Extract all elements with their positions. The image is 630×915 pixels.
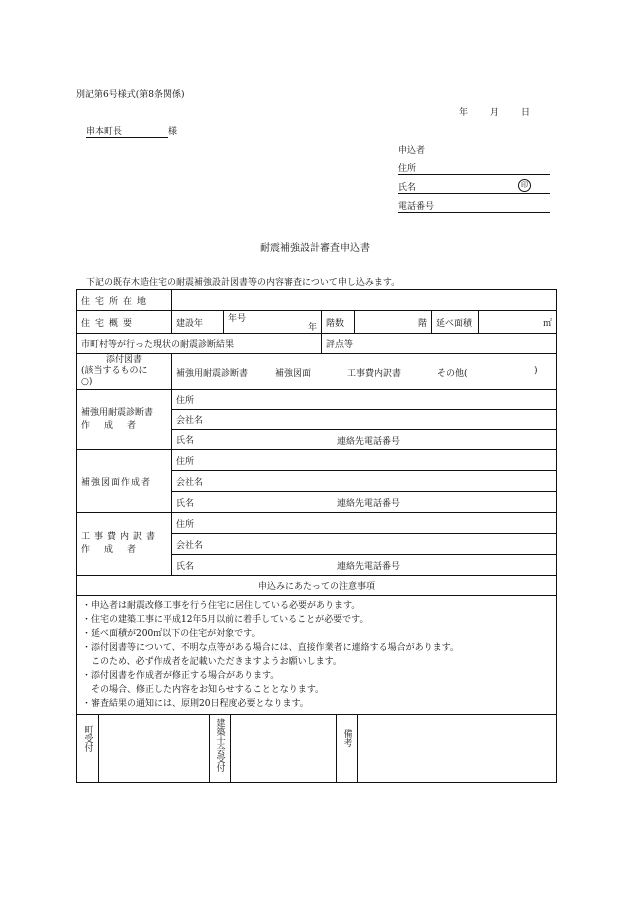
diagnosis-label: 市町村等が行った現状の耐震診断結果 (77, 334, 322, 354)
section1-name[interactable] (172, 430, 557, 450)
note-item: その場合、修正した内容をお知らせすることとなります。 (82, 685, 325, 695)
notes-list (77, 596, 557, 715)
note-item: このため、必ず作成者を記載いただきますようお願いします。 (82, 657, 342, 667)
remarks-text: 備考 (341, 729, 352, 747)
section2-address[interactable] (172, 450, 557, 471)
year-unit: 年 (307, 323, 317, 333)
section3-company[interactable] (172, 534, 557, 555)
section1-label (77, 390, 172, 450)
addressee (86, 124, 177, 138)
section1-phone-label: 連絡先電話番号 (337, 437, 401, 447)
score-label: 評点等 (326, 340, 354, 350)
section1-company-label: 会社名 (176, 416, 204, 426)
architect-receipt-label (209, 715, 231, 783)
note-item: ・申込者は耐震改修工事を行う住宅に居住している必要があります。 (82, 601, 361, 611)
score-input[interactable] (322, 334, 557, 354)
area-input[interactable] (479, 311, 557, 334)
section2-company[interactable] (172, 471, 557, 492)
note-item: ・延べ面積が200㎡以下の住宅が対象です。 (82, 629, 261, 639)
addressee-suffix: 様 (168, 127, 178, 137)
area-label: 延べ面積 (432, 311, 479, 334)
section3-company-label: 会社名 (176, 540, 204, 551)
floors-input[interactable] (355, 311, 432, 334)
notes-title: 申込みにあたっての注意事項 (77, 576, 557, 596)
town-receipt-text: 町受付 (82, 725, 93, 752)
attach-option-other[interactable]: その他( (437, 369, 468, 379)
town-receipt-label (77, 715, 99, 783)
attach-option-cost[interactable]: 工事費内訳書 (347, 369, 402, 379)
section1-address-label: 住所 (176, 396, 195, 406)
applicant-phone[interactable] (398, 199, 550, 213)
architect-receipt-box[interactable] (231, 715, 337, 783)
receipt-row (77, 715, 557, 783)
era-label: 年号 (228, 314, 247, 324)
section2-address-label: 住所 (176, 456, 195, 467)
applicant-name-label: 氏名 (398, 183, 417, 193)
section3-phone-label: 連絡先電話番号 (337, 562, 401, 572)
section1-label-line2: 作成者 (81, 420, 151, 431)
form-id: 別記第6号様式(第8条関係) (76, 90, 185, 100)
section2-name-label: 氏名 (176, 498, 195, 509)
location-label: 住宅所在地 (77, 290, 172, 311)
section3-name[interactable] (172, 555, 557, 576)
section3-label (77, 513, 172, 576)
section3-address[interactable] (172, 513, 557, 534)
section3-address-label: 住所 (176, 519, 195, 530)
section3-label-line1: 工事費内訳書 (81, 532, 160, 542)
built-label: 建設年 (172, 311, 224, 334)
section3-label-line2: 作成者 (81, 545, 151, 555)
section2-company-label: 会社名 (176, 477, 204, 488)
applicant-name[interactable] (398, 180, 550, 194)
note-item: ・添付図書等について、不明な点等がある場合には、直接作業者に連絡する場合があります。 (82, 643, 459, 653)
attach-label-line2: (該当するものに (81, 366, 148, 376)
doc-title: 耐震補強設計審査申込書 (260, 243, 370, 254)
attach-options (172, 354, 557, 390)
application-table (76, 289, 557, 783)
floors-unit: 階 (417, 318, 427, 329)
note-item: ・添付図書を作成者が修正する場合があります。 (82, 671, 280, 681)
section2-label (77, 450, 172, 513)
attach-option-drawing[interactable]: 補強図面 (275, 369, 312, 379)
attach-option-diagnosis[interactable]: 補強用耐震診断書 (176, 369, 249, 379)
attach-label-line3: ○) (81, 377, 93, 387)
note-item: ・住宅の建築工事に平成12年5月以前に着手していることが必要です。 (82, 615, 369, 625)
attach-label-line1: 添付図書 (105, 355, 142, 365)
floors-label: 階数 (322, 311, 355, 334)
section1-label-line1: 補強用耐震診断書 (81, 407, 154, 418)
remarks-label (336, 715, 358, 783)
section2-phone-label: 連絡先電話番号 (337, 499, 401, 509)
section2-name[interactable] (172, 492, 557, 513)
date-day: 日 (521, 108, 531, 118)
location-input[interactable] (172, 290, 557, 311)
applicant-phone-label: 電話番号 (398, 202, 435, 212)
intro-text: 下記の既存木造住宅の耐震補強設計図書等の内容審査について申し込みます。 (86, 278, 401, 288)
section3-name-label: 氏名 (176, 561, 195, 572)
section1-company[interactable] (172, 410, 557, 430)
seal-icon: 印 (518, 179, 531, 192)
date-month: 月 (490, 108, 500, 118)
applicant-address[interactable] (398, 161, 550, 175)
architect-receipt-text: 建築士会受付 (214, 718, 225, 772)
attach-option-other-close: ) (534, 366, 538, 376)
outline-label: 住宅概要 (77, 311, 172, 334)
note-item: ・審査結果の通知には、原則20日程度必要となります。 (82, 699, 309, 709)
section1-name-label: 氏名 (176, 436, 195, 446)
built-year-input[interactable] (224, 311, 322, 334)
addressee-name: 串本町長 (86, 124, 168, 138)
attach-label (77, 354, 172, 390)
date-year: 年 (459, 108, 469, 118)
applicant-title: 申込者 (398, 146, 426, 156)
remarks-box[interactable] (358, 715, 556, 783)
town-receipt-box[interactable] (99, 715, 210, 783)
area-unit: ㎡ (542, 318, 552, 329)
applicant-address-label: 住所 (398, 164, 417, 174)
section1-address[interactable] (172, 390, 557, 410)
section2-label-line1: 補強図面作成者 (81, 477, 152, 488)
